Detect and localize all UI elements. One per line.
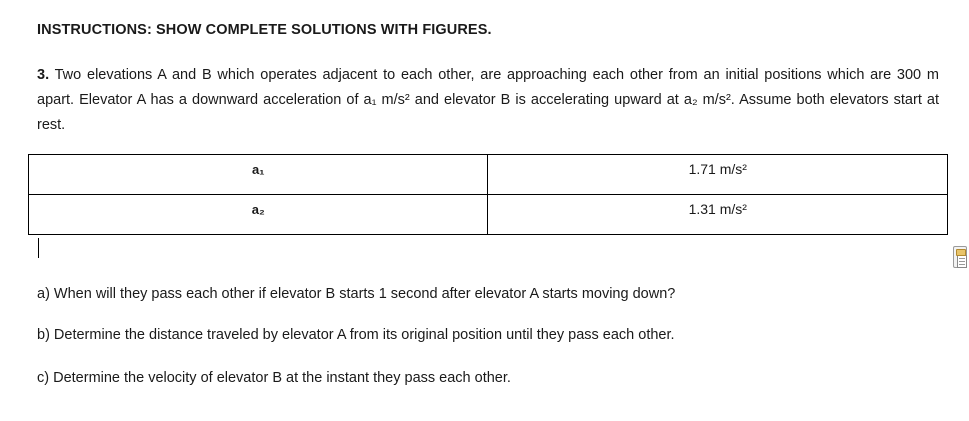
variable-label: a₂ <box>251 202 265 217</box>
text-cursor <box>38 238 39 258</box>
table-row <box>29 155 948 195</box>
table-cell-variable <box>29 195 488 235</box>
table-cell-value <box>488 195 948 235</box>
table-cell-value <box>488 155 948 195</box>
value-label: 1.71 m/s² <box>688 161 747 177</box>
problem-text: Two elevations A and B which operates adjacent to each other, are approaching each other from an initial positions which are 300 m apart. Elevator A has a downward acceleration of a₁ m/s² and elevator B is accelerating upward at a₂ m/s². Assume both elevators start at rest. <box>37 67 939 133</box>
question-c: c) Determine the velocity of elevator B at the instant they pass each other. <box>37 370 511 386</box>
paste-sheet-shape <box>957 255 967 268</box>
acceleration-table <box>28 154 948 235</box>
variable-label: a₁ <box>251 162 265 177</box>
paste-clip-shape <box>956 249 966 256</box>
instructions-heading: INSTRUCTIONS: SHOW COMPLETE SOLUTIONS WITH FIGURES. <box>37 22 492 38</box>
paste-options-icon[interactable] <box>953 246 967 268</box>
problem-statement <box>37 63 939 138</box>
value-label: 1.31 m/s² <box>688 201 747 217</box>
question-a: a) When will they pass each other if elevator B starts 1 second after elevator A starts moving down? <box>37 286 676 302</box>
question-b: b) Determine the distance traveled by elevator A from its original position until they pass each other. <box>37 327 675 343</box>
table-cell-variable <box>29 155 488 195</box>
problem-number: 3. <box>37 67 50 83</box>
table-row <box>29 195 948 235</box>
